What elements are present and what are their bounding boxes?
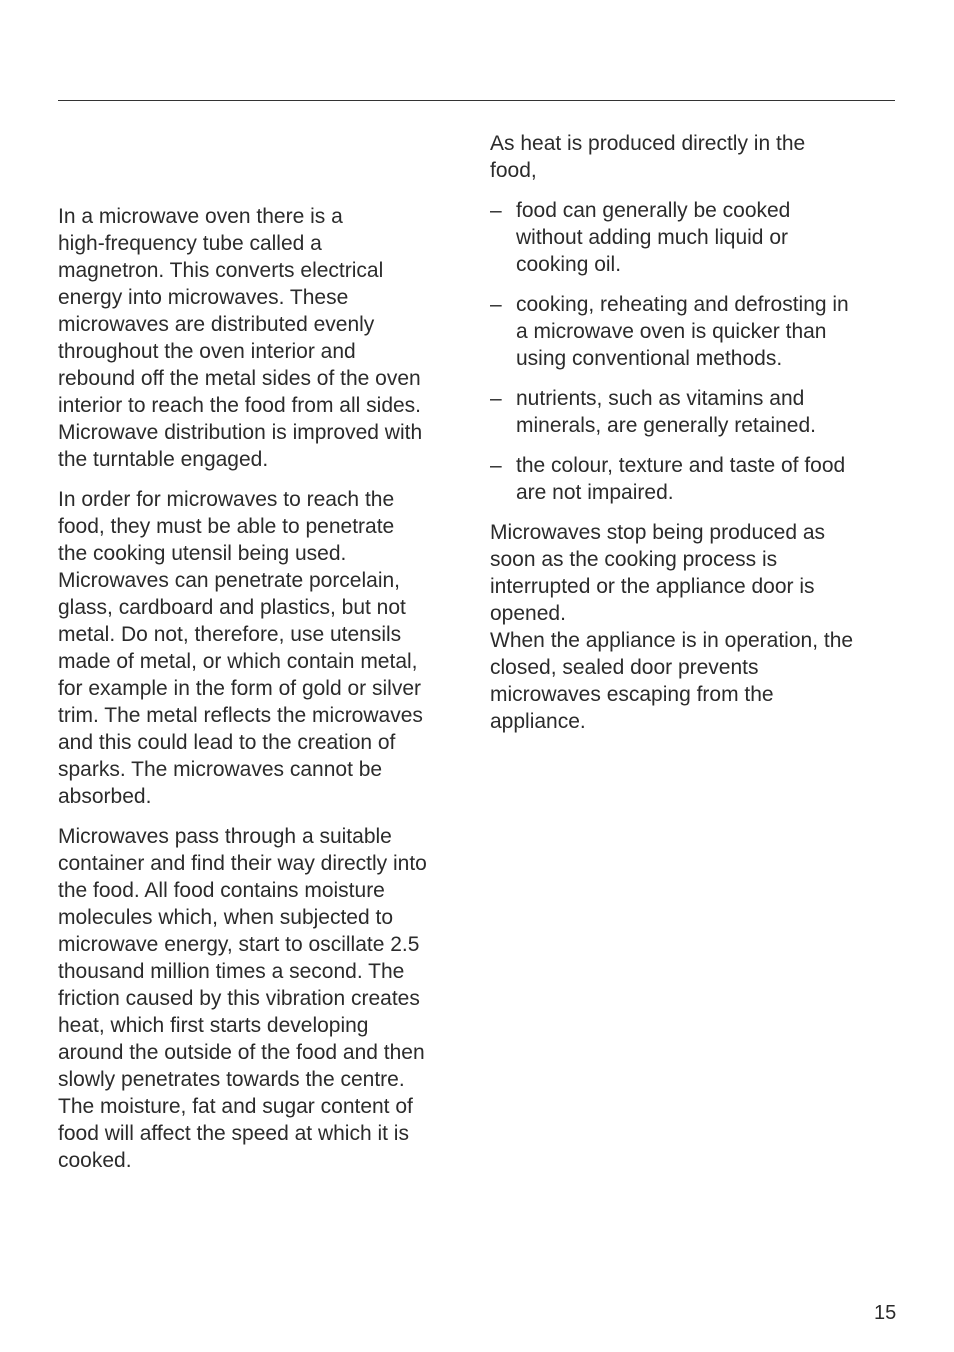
text-line: cooking, reheating and defrosting in [516,293,849,316]
text-line: microwaves are distributed evenly [58,313,375,336]
text-line: Microwaves stop being produced as [490,521,826,544]
text-line: the cooking utensil being used. [58,542,347,565]
text-line: Microwaves pass through a suitable [58,825,392,848]
text-line: thousand million times a second. The [58,960,405,983]
page-number: 15 [874,1302,897,1324]
bullet-item [490,385,900,439]
text-line: are not impaired. [516,481,674,504]
text-line: microwaves escaping from the [490,683,774,706]
text-line: Microwave distribution is improved with [58,421,423,444]
text-line: container and find their way directly into [58,852,427,875]
text-line: for example in the form of gold or silver [58,677,421,700]
dash-marker: – [490,454,502,477]
header-rule [58,100,895,101]
text-line: slowly penetrates towards the centre. [58,1068,405,1091]
left-column [58,203,472,1187]
text-line: metal. Do not, therefore, use utensils [58,623,402,646]
text-line: As heat is produced directly in the [490,132,806,155]
text-line: The moisture, fat and sugar content of [58,1095,413,1118]
text-line: trim. The metal reflects the microwaves [58,704,423,727]
text-line: energy into microwaves. These [58,286,349,309]
text-line: minerals, are generally retained. [516,414,816,437]
text-line: magnetron. This converts electrical [58,259,384,282]
paragraph-closing [490,519,900,735]
text-line: appliance. [490,710,586,733]
text-line: food will affect the speed at which it is [58,1122,409,1145]
text-line: interior to reach the food from all sides. [58,394,422,417]
text-line: When the appliance is in operation, the [490,629,854,652]
paragraph-heating [58,823,472,1174]
bullet-item [490,452,900,506]
text-line: friction caused by this vibration creates [58,987,420,1010]
paragraph-utensils [58,486,472,810]
text-line: the turntable engaged. [58,448,269,471]
text-line: nutrients, such as vitamins and [516,387,805,410]
text-line: throughout the oven interior and [58,340,356,363]
text-line: soon as the cooking process is [490,548,778,571]
text-line: microwave energy, start to oscillate 2.5 [58,933,420,956]
text-line: food can generally be cooked [516,199,791,222]
text-line: food, they must be able to penetrate [58,515,395,538]
right-column [490,130,900,748]
dash-marker: – [490,293,502,316]
text-line: the food. All food contains moisture [58,879,385,902]
text-line: cooking oil. [516,253,622,276]
text-line: glass, cardboard and plastics, but not [58,596,406,619]
paragraph-intro [490,130,900,184]
text-line: rebound off the metal sides of the oven [58,367,421,390]
dash-marker: – [490,199,502,222]
text-line: the colour, texture and taste of food [516,454,846,477]
text-line: around the outside of the food and then [58,1041,425,1064]
text-line: opened. [490,602,566,625]
text-line: In a microwave oven there is a [58,205,343,228]
text-line: closed, sealed door prevents [490,656,759,679]
text-line: cooked. [58,1149,132,1172]
bullet-item [490,291,900,372]
text-line: heat, which first starts developing [58,1014,369,1037]
text-line: without adding much liquid or [516,226,788,249]
dash-marker: – [490,387,502,410]
text-line: food, [490,159,537,182]
text-line: Microwaves can penetrate porcelain, [58,569,401,592]
text-line: In order for microwaves to reach the [58,488,395,511]
text-line: and this could lead to the creation of [58,731,396,754]
text-line: using conventional methods. [516,347,783,370]
text-line: interrupted or the appliance door is [490,575,815,598]
text-line: molecules which, when subjected to [58,906,394,929]
text-line: made of metal, or which contain metal, [58,650,418,673]
bullet-item [490,197,900,278]
text-line: a microwave oven is quicker than [516,320,827,343]
text-line: high-frequency tube called a [58,232,322,255]
paragraph-magnetron [58,203,472,473]
text-line: absorbed. [58,785,152,808]
text-line: sparks. The microwaves cannot be [58,758,383,781]
